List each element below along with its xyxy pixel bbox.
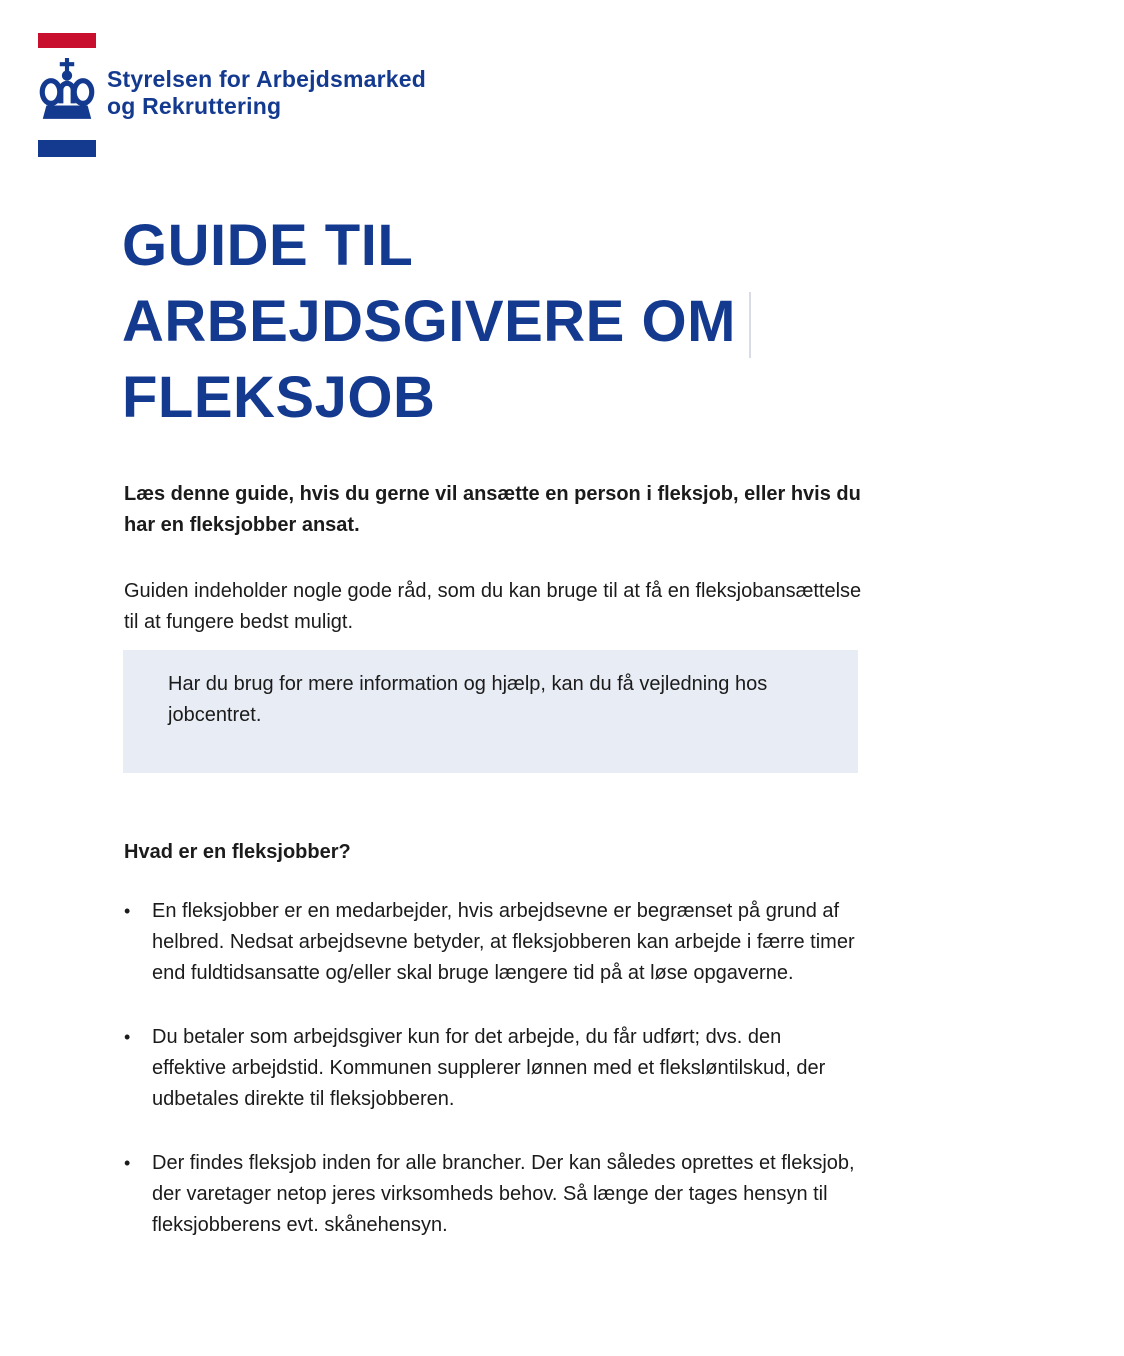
info-box [123, 650, 858, 773]
bullet-icon: • [124, 1153, 131, 1173]
crown-icon [38, 58, 96, 124]
agency-name-line1: Styrelsen for Arbejdsmarked [107, 66, 426, 92]
bullet-icon: • [124, 901, 131, 921]
intro-paragraph: Guiden indeholder nogle gode råd, som du kan bruge til at få en fleksjobansættelse til at fungere bedst muligt. [124, 580, 862, 633]
info-box-text: Har du brug for mere information og hjælp, kan du få vejledning hos jobcentret. [168, 673, 768, 726]
page-title [122, 208, 882, 436]
bullet-icon: • [124, 1027, 131, 1047]
text-cursor [749, 292, 751, 358]
list-item [124, 1022, 864, 1115]
page-title-line2: ARBEJDSGIVERE OM [122, 289, 736, 354]
bullet-text: En fleksjobber er en medarbejder, hvis arbejdsevne er begrænset på grund af helbred. Nedsat arbejdsevne betyder, at fleksjobberen kan arbejde i færre timer end fuldtidsansatte og/eller skal bruge længere tid på at løse opgaverne. [152, 900, 855, 984]
logo-red-flag-bar [38, 33, 96, 48]
bullet-text: Der findes fleksjob inden for alle brancher. Der kan således oprettes et fleksjob, der varetager netop jeres virksomheds behov. Så længe der tages hensyn til fleksjobberens evt. skånehensyn. [152, 1152, 855, 1236]
list-item [124, 896, 864, 989]
logo-blue-bar [38, 140, 96, 157]
list-item [124, 1148, 864, 1241]
page-title-line3: FLEKSJOB [122, 365, 436, 430]
lead-paragraph: Læs denne guide, hvis du gerne vil ansætte en person i fleksjob, eller hvis du har en fleksjobber ansat. [124, 483, 861, 536]
bullet-list [124, 896, 864, 1274]
section-heading: Hvad er en fleksjobber? [124, 841, 351, 863]
bullet-text: Du betaler som arbejdsgiver kun for det arbejde, du får udført; dvs. den effektive arbejdstid. Kommunen supplerer lønnen med et fleksløntilskud, der udbetales direkte til fleksjobberen. [152, 1026, 826, 1110]
agency-name [107, 66, 426, 120]
page-title-line1: GUIDE TIL [122, 213, 414, 278]
agency-name-line2: og Rekruttering [107, 93, 282, 119]
